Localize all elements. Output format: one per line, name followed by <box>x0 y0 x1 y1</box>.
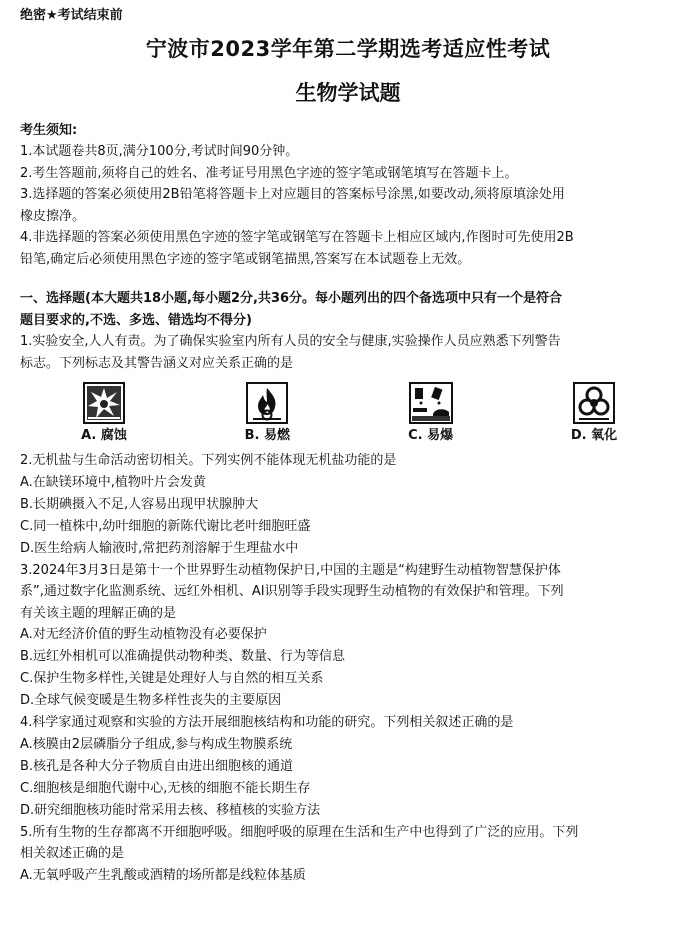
question-stem: 1.实验安全,人人有责。为了确保实验室内所有人员的安全与健康,实验操作人员应熟悉下列警告 <box>20 334 561 349</box>
biohazard-icon <box>573 382 615 424</box>
notice-item: 1.本试题卷共8页,满分100分,考试时间90分钟。 <box>20 144 299 159</box>
notice-item: 橡皮擦净。 <box>20 208 86 224</box>
notice-item: 2.考生答题前,须将自己的姓名、准考证号用黑色字迹的签字笔或钢笔填写在答题卡上。 <box>20 165 518 181</box>
question-1 <box>20 331 676 446</box>
option-c: C.细胞核是细胞代谢中心,无核的细胞不能长期生存 <box>20 780 311 796</box>
option-d: D.研究细胞核功能时常采用去核、移植核的实验方法 <box>20 802 321 818</box>
question-stem: 2.无机盐与生命活动密切相关。下列实例不能体现无机盐功能的是 <box>20 453 397 468</box>
sign-option-b <box>221 382 313 446</box>
option-a: A.核膜由2层磷脂分子组成,参与构成生物膜系统 <box>20 736 293 752</box>
section-heading <box>20 288 676 331</box>
option-b: B.长期碘摄入不足,人容易出现甲状腺肿大 <box>20 496 259 512</box>
option-b: B.核孔是各种大分子物质自由进出细胞核的通道 <box>20 758 294 774</box>
option-a: A.在缺镁环境中,植物叶片会发黄 <box>20 474 206 490</box>
exam-subtitle: 生物学试题 <box>295 81 401 105</box>
sign-label: B. 易燃 <box>244 428 291 443</box>
sign-label: C. 易爆 <box>408 428 454 443</box>
section-heading-line: 一、选择题(本大题共18小题,每小题2分,共36分。每小题列出的四个备选项中只有一个是符合 <box>20 291 563 306</box>
notice-item: 铅笔,确定后必须使用黑色字迹的签字笔或钢笔描黑,答案写在本试题卷上无效。 <box>20 251 471 267</box>
notice-heading: 考生须知: <box>20 123 78 138</box>
sign-label: D. 氧化 <box>570 428 618 443</box>
question-stem: 相关叙述正确的是 <box>20 846 125 861</box>
section-heading-line: 题目要求的,不选、多选、错选均不得分) <box>20 312 252 328</box>
secret-mark: 绝密★考试结束前 <box>20 8 123 23</box>
option-c: C.保护生物多样性,关键是处理好人与自然的相互关系 <box>20 671 324 686</box>
option-d: D.全球气候变暖是生物多样性丧失的主要原因 <box>20 693 282 708</box>
question-stem: 有关该主题的理解正确的是 <box>20 605 177 621</box>
corrosive-icon <box>409 382 453 424</box>
exam-title: 宁波市2023学年第二学期选考适应性考试 <box>145 37 551 61</box>
notice-item: 3.选择题的答案必须使用2B铅笔将答题卡上对应题目的答案标号涂黑,如要改动,须将原填涂处用 <box>20 187 565 202</box>
question-4 <box>20 712 676 822</box>
question-5 <box>20 822 676 887</box>
option-d: D.医生给病人输液时,常把药剂溶解于生理盐水中 <box>20 540 299 556</box>
explosion-icon <box>83 382 125 424</box>
question-stem: 系”,通过数字化监测系统、远红外相机、AI识别等手段实现野生动植物的有效保护和管理。下列 <box>20 584 564 599</box>
sign-label: A. 腐蚀 <box>81 428 127 443</box>
option-c: C.同一植株中,幼叶细胞的新陈代谢比老叶细胞旺盛 <box>20 518 311 534</box>
question-stem: 标志。下列标志及其警告涵义对应关系正确的是 <box>20 355 294 371</box>
question-2 <box>20 450 676 560</box>
sign-option-d <box>548 382 640 446</box>
question-3 <box>20 560 676 713</box>
option-a: A.无氧呼吸产生乳酸或酒精的场所都是线粒体基质 <box>20 867 306 883</box>
question-stem: 5.所有生物的生存都离不开细胞呼吸。细胞呼吸的原理在生活和生产中也得到了广泛的应用。下列 <box>20 824 579 840</box>
sign-option-c <box>385 382 477 446</box>
warning-signs <box>20 382 676 446</box>
sign-option-a <box>58 382 150 446</box>
option-b: B.远红外相机可以准确提供动物种类、数量、行为等信息 <box>20 649 346 664</box>
flame-icon <box>246 382 288 424</box>
question-stem: 4.科学家通过观察和实验的方法开展细胞核结构和功能的研究。下列相关叙述正确的是 <box>20 715 514 730</box>
notice-item: 4.非选择题的答案必须使用黑色字迹的签字笔或钢笔写在答题卡上相应区域内,作图时可先使用2B <box>20 230 574 245</box>
option-a: A.对无经济价值的野生动植物没有必要保护 <box>20 627 267 642</box>
notice-list <box>20 141 676 270</box>
question-stem: 3.2024年3月3日是第十一个世界野生动植物保护日,中国的主题是“构建野生动植物智慧保护体 <box>20 562 561 578</box>
